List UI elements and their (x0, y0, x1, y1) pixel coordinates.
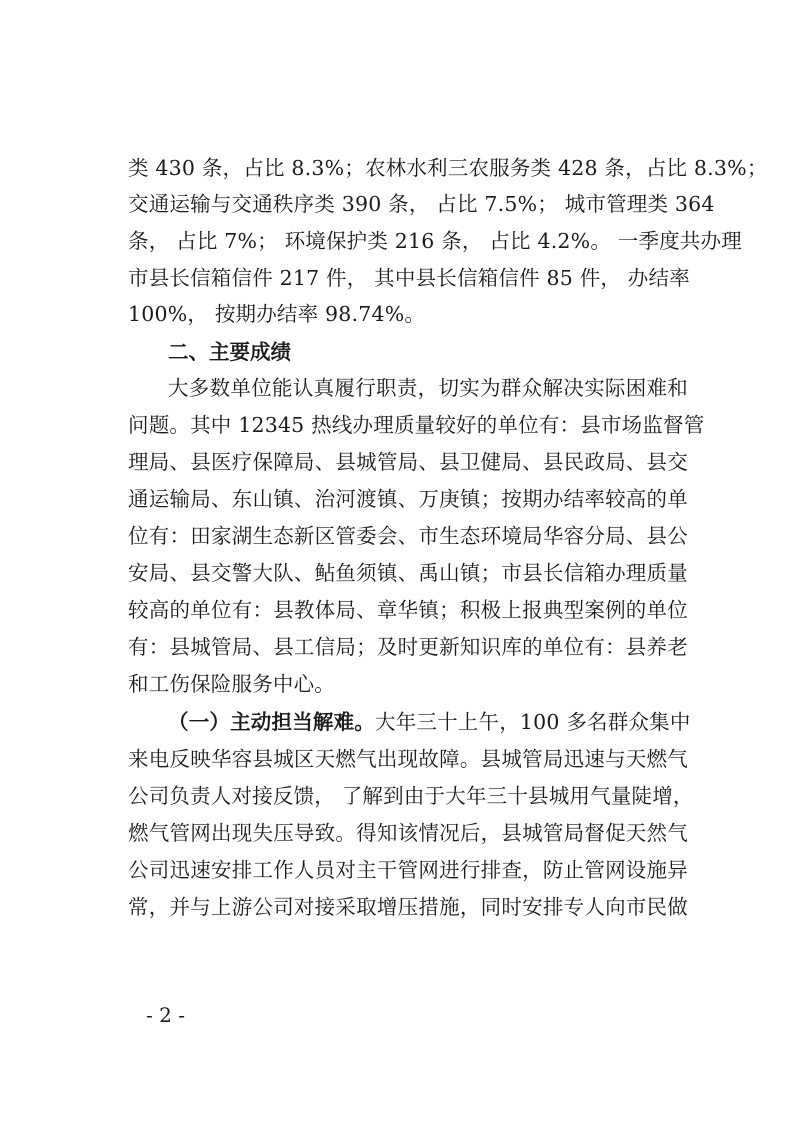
paragraph-line: 条， 占比 7%； 环境保护类 216 条， 占比 4.2%。 一季度共办理 (128, 229, 742, 253)
paragraph-line: 来电反映华容县城区天燃气出现故障。县城管局迅速与天燃气 (128, 747, 688, 771)
paragraph-first-line (168, 708, 691, 736)
paragraph-line: 公司负责人对接反馈， 了解到由于大年三十县城用气量陡增， (128, 784, 694, 808)
paragraph-line: 交通运输与交通秩序类 390 条， 占比 7.5%； 城市管理类 364 (128, 192, 715, 216)
paragraph-line: 和工伤保险服务中心。 (128, 672, 335, 696)
paragraph-line: 安局、县交警大队、鲇鱼须镇、禹山镇；市县长信箱办理质量 (128, 561, 688, 585)
subsection-lead: （一）主动担当解难。 (168, 710, 375, 734)
paragraph-line: 大多数单位能认真履行职责，切实为群众解决实际困难和 (168, 376, 688, 400)
paragraph-text: 大年三十上午，100 多名群众集中 (375, 710, 691, 734)
paragraph-line: 问题。其中 12345 热线办理质量较好的单位有：县市场监督管 (128, 413, 705, 437)
paragraph-line: 理局、县医疗保障局、县城管局、县卫健局、县民政局、县交 (128, 450, 688, 474)
paragraph-line: 有：县城管局、县工信局；及时更新知识库的单位有：县养老 (128, 635, 688, 659)
section-heading: 二、主要成绩 (168, 340, 291, 364)
paragraph-line: 位有：田家湖生态新区管委会、市生态环境局华容分局、县公 (128, 524, 688, 548)
paragraph-line: 常，并与上游公司对接采取增压措施，同时安排专人向市民做 (128, 895, 688, 919)
page-number: - 2 - (146, 1003, 185, 1027)
paragraph-line: 燃气管网出现失压导致。得知该情况后，县城管局督促天然气 (128, 821, 688, 845)
paragraph-line: 公司迅速安排工作人员对主干管网进行排查，防止管网设施异 (128, 858, 688, 882)
paragraph-line: 通运输局、东山镇、治河渡镇、万庚镇；按期办结率较高的单 (128, 487, 688, 511)
paragraph-line: 较高的单位有：县教体局、章华镇；积极上报典型案例的单位 (128, 598, 688, 622)
paragraph-line: 市县长信箱信件 217 件， 其中县长信箱信件 85 件， 办结率 (128, 266, 690, 290)
paragraph-line: 100%， 按期办结率 98.74%。 (128, 302, 426, 326)
paragraph-line: 类 430 条，占比 8.3%；农林水利三农服务类 428 条，占比 8.3%； (128, 156, 768, 180)
